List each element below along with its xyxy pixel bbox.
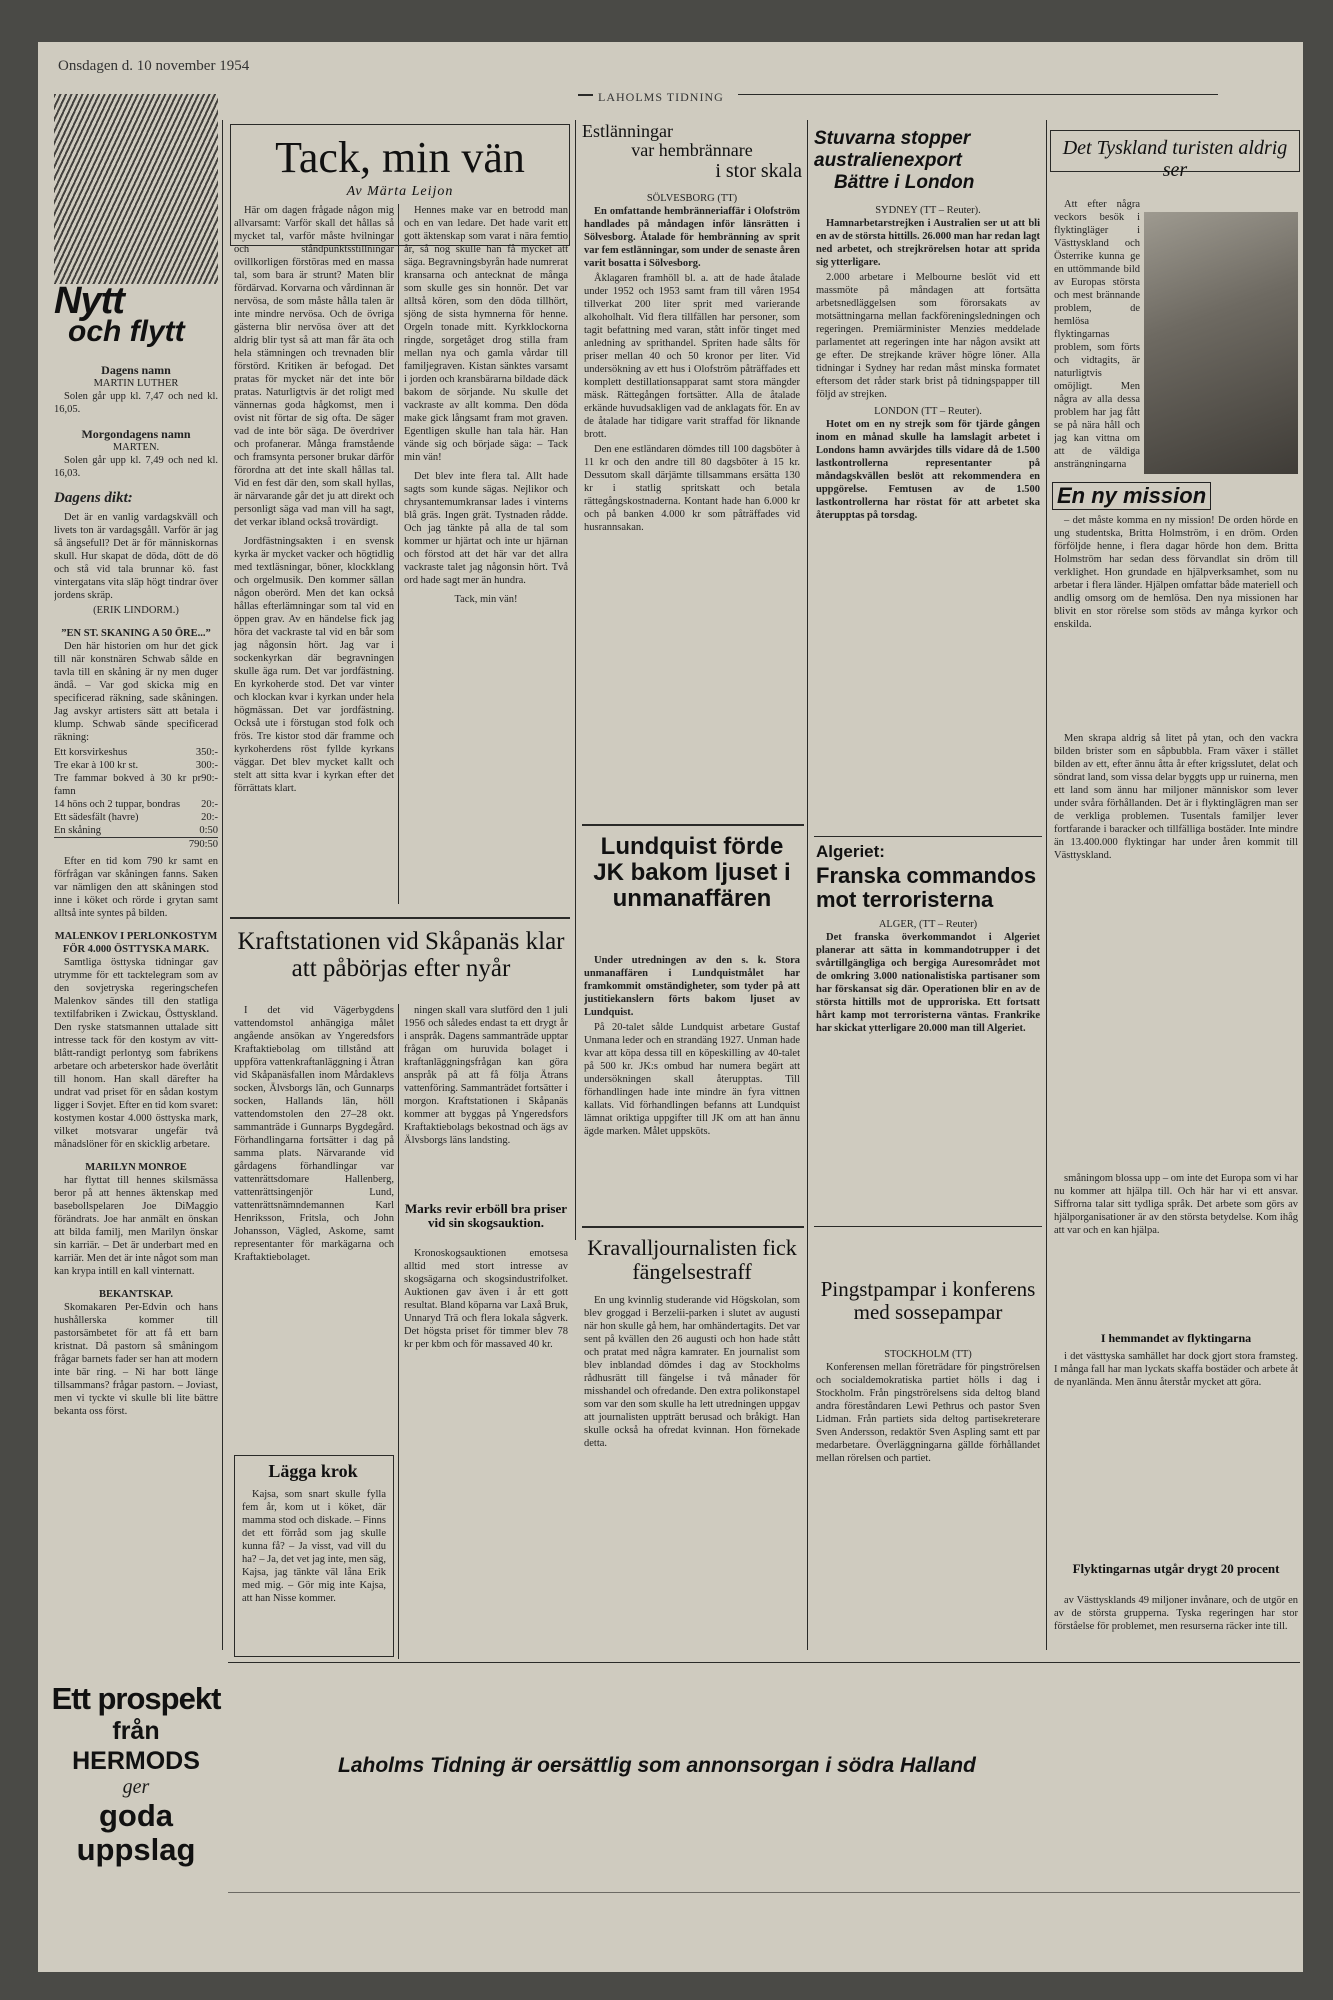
ad-line-4: goda uppslag xyxy=(76,1798,196,1867)
bill-item: Ett korsvirkeshus xyxy=(54,747,128,758)
kraft-col1-text: I det vid Vägerbygdens vattendomstol anhängiga målet angående ansökan av Yngeredsfors Kraftaktiebolag om tillstånd att uppföra vattenkraftanläggning i Ätran vid Skåpanäsfallen inom Mårdaklevs socken, Älvsborgs län, och Gunnarps socken, Hallands län, höll vattendomstolen den 27–28 okt. sammanträde i Gunnarps Bygdegård. Förhandlingarna fortsätter i dag på samma plats. Närvarande vid gårdagens förhandlingar var vattenrättsdomare Hallenberg, vattenrättsingenjör Lund, vattenrättsnämndemannen Karl Henriksson, Fritsla, och John Johansson, Vägled, Askome, samt representanter för markägarna och Kraftaktiebolaget. xyxy=(234,1005,394,1263)
fransk-headline: Franska commandos mot terroristerna xyxy=(816,863,1037,912)
malenkov-text: Samtliga östtyska tidningar gav utrymme för ett tacktelegram som av den sovjetryska regeringschefen Malenkov sändes till den statliga textilfabriken i Zwickau, Östtyskland. Den ryske statsmannen uttalade sitt intresse tack för den kostym av vitt-blått-randigt perlontyg som fabrikens arbetare och arbeterskor hade överlåtit till honom. Han skall därefter ha undrat vad priset för en sådan kostym ligger i Sovjet. Efter en tid kom svaret: kostymen kostar 4.000 östtyska mark, vilket motsvarar ungefär två månadslöner för en skicklig arbetare. xyxy=(54,957,218,1150)
tysk-text: Att efter några veckors besök i flyktingläger i Västtyskland och Österrike kunna ge en uttömmande bild av Europas största och mest brännande problem, de hemlösa flyktingarnas problem, som förts och vidtagits, är naturligtvis omöjligt. Men några av alla dessa problem har jag fått se på nära håll och jag kan vittna om att de väldiga ansträngningarna xyxy=(1054,199,1140,468)
bill-item: Tre fammar bokved à 30 kr pr famn xyxy=(54,773,202,797)
bill-list xyxy=(54,746,218,837)
bill-item: Tre ekar à 100 kr st. xyxy=(54,760,139,771)
dagens-dikt-label: Dagens dikt: xyxy=(54,490,133,506)
bill-item: Ett sädesfält (havre) xyxy=(54,812,139,823)
bill-row xyxy=(54,772,218,798)
estl-headline-l2: var hembrännare xyxy=(631,140,753,161)
marks-headline: Marks revir erböll bra priser vid sin skogsauktion. xyxy=(405,1201,567,1231)
estl-headline-l1: Estlänningar xyxy=(582,121,673,141)
bill-amount: 300:- xyxy=(195,760,218,771)
pingst-dateline: STOCKHOLM (TT) xyxy=(884,1349,972,1360)
dagens-namn-label: Dagens namn xyxy=(101,364,171,377)
stuv-headline-l1: Stuvarna stopper xyxy=(814,128,971,149)
bill-amount: 350:- xyxy=(195,747,218,758)
bill-amount: 20:- xyxy=(201,799,218,810)
newspaper-page xyxy=(38,42,1303,1972)
tack-headline: Tack, min vän xyxy=(275,133,525,182)
footer-slogan: Laholms Tidning är oersättlig som annonsorgan i södra Halland xyxy=(338,1754,976,1777)
estl-lead: En omfattande hembränneriaffär i Olofström handlades på måndagen inför länsrätten i Sölvesborg. Åtalade för hembränning av sprit var fem estlänningar, som under de senaste åren varit bosatta i Sölvesborg. xyxy=(584,206,800,269)
london-dateline: LONDON (TT – Reuter). xyxy=(874,406,982,417)
mission-text: – det måste komma en ny mission! De orden hörde en ung studentska, Britta Holmström, i en dröm. Orden förföljde henne, i flera dagar hörde hon dem. Britta Holmström har sedan dess förvandlat sin dröm till verklighet. Hon grundade en hjälpverksamhet, som nu arbetar i flera länder. Hjälpen omfattar både materiell och andlig omsorg om de hemlösa. Den nya missionen har blivit en stor rörelse som stöds av många kyrkor och enskilda. xyxy=(1054,515,1298,630)
stuv-headline xyxy=(814,128,1040,194)
skaning-end: Efter en tid kom 790 kr samt en förfrågan var skåningen fanns. Saken var nämligen den att skåningen stod inne i köket och rörde i grytan samt alltså inte syntes på bilden. xyxy=(54,856,218,919)
bill-row xyxy=(54,824,218,837)
bill-row xyxy=(54,746,218,759)
dagens-dikt: Det är en vanlig vardagskväll och livets ton är vardagsgåll. Varför är jag så ängsefull? Det är för människornas skull. Hur skapat de döda, dött de dö och stå vid tala brunnar kö. fast vintergatans vita släp högt tindrar över jordens skräp. xyxy=(54,512,218,601)
fransk-text: Det franska överkommandot i Algeriet planerar att sätta in kommandotrupper i det svårtillgängliga och bergiga Auresområdet mot de omkring 3.000 nationalistiska partisaner som har förskansat sig där. Operationen blir en av de största hittills mot de upproriska. Ett fortsatt hårt kamp mot terroristerna väntas. Frankrike har skickat ytterligare 20.000 man till Algeriet. xyxy=(816,932,1040,1034)
nytt-och-flytt-title xyxy=(54,280,218,349)
sun-times-tomorrow: Solen går upp kl. 7,49 och ned kl. 16,03. xyxy=(54,455,218,479)
bill-item: En skåning xyxy=(54,825,101,836)
morgondagens-namn-label: Morgondagens namn xyxy=(81,427,191,441)
hermods-ad xyxy=(50,1682,222,1867)
kraft-col2-text: ningen skall vara slutförd den 1 juli 1956 och således endast ta ett drygt år i anspråk. Dagens sammanträde upptar frågan om huruvida bolaget i kraftanläggningsfrågan kan göra anspråk på att få följa Ätrans vattenföring. Sammanträdet fortsätter i morgon. Kraftstationen i Skåpanäs kommer att byggas på Yngeredsfors Kraftaktiebolags bekostnad och ägs av Älvsborgs läns landsting. xyxy=(404,1005,568,1146)
kravall-text: En ung kvinnlig studerande vid Högskolan, som blev groggad i Berzelii-parken i slutet av augusti när hon skulle gå hem, har omhändertagits. Det var sent på kvällen den 26 augusti och hon hade stått och pratat med några kamrater. En journalist som blev inblandad dömdes i dag av Stockholms rådhusrätt till fängelse i två månader för misshandel och ofredande. Den extra polikonstapel som var den som skulle ha lett utredningen uppgav att journalisten uppträtt berusad och bråkigt. Han skulle också ha ofredat kvinnan. Hon förnekade detta. xyxy=(584,1295,800,1449)
tysk-text3: småningom blossa upp – om inte det Europa som vi har nu kommer att hjälpa till. Och här har vi ett ansvar. Siffrorna talar sitt tydliga språk. Det arbete som görs av hjälporganisationer är av den största betydelse. Kom ihåg att var och en kan hjälpa. xyxy=(1054,1173,1298,1236)
tack-col2b-text: Det blev inte flera tal. Allt hade sagts som kunde sägas. Nejlikor och chrysantemumkransar lades i vinterns blå gräs. Ingen grät. Tystnaden rådde. Och jag tänkte på alla de tal som kommer ur hjärtat och inte ur hjärnan och förstod att det här var det allra vackraste talet jag någonsin hört. Två ord hade sagt mer än hundra. xyxy=(404,471,568,586)
tysk-headline: Det Tyskland turisten aldrig ser xyxy=(1062,137,1288,181)
stuv-headline-l2: australienexport xyxy=(814,150,962,171)
prov-headline: Flyktingarnas utgår drygt 20 procent xyxy=(1072,1561,1280,1576)
lagga-krok-text: Kajsa, som snart skulle fylla fem år, kom ut i köket, där mamma stod och diskade. – Finns det ett förråd som jag skulle kunna få? – Ja visst, vad vill du ha? – Ja, det vet jag inte, men säg, Kajsa, jag tänkte väl låna Erik med mig. – Gör mig inte Kajsa, att han Nisse kommer. xyxy=(242,1489,386,1604)
britta-holmstrom-portrait xyxy=(1144,212,1298,474)
dikt-author: (ERIK LINDORM.) xyxy=(93,605,179,616)
tack-col2-text: Hennes make var en betrodd man och en van ledare. Det hade varit ett gott äktenskap som varat i nära femtio år, så nog skulle han få mycket att säga. Begravningsbyrån hade numrerat kransarna och antecknat de många som skulle ges sin honnör. Det var alltså kören, som den döda tillhört, sjöng de sista hymnerna för henne. Orgeln tonade mitt. Kyrkklockorna ringde, sorgetåget drog stilla fram mellan nya och gamla vårdar till familjegraven. Kistan sänktes varsamt i jorden och kransbärarna bildade däck bakom de sörjande. Nu skulle det vackraste av allt komma. Den döda make gick långsamt fram mot graven. Egentligen skulle han tala här. Han vände sig och började säga: – Tack min vän! xyxy=(404,205,568,463)
estl-text: Åklagaren framhöll bl. a. att de hade åtalade under 1952 och 1953 samt fram till våren 1954 tillverkat 200 liter sprit med varierande alkoholhalt. Vid flera tillfällen har personer, som tagit befattning med varan, stått inför tinget med anledning av sprithandel. Spriten hade sålts för priser mellan 40 och 50 kronor per liter. Vid undersökning av ett hus i Olofström påträffades ett komplett destillationsapparat samt stora mängder mäsk. Rättegången fortsätter. Alla de åtalade erkände huvudsakligen vad de anklagats för. En av de åtalade har tidigare varit straffad för liknande brott. xyxy=(584,273,800,440)
bekant-headline: BEKANTSKAP. xyxy=(98,1289,173,1300)
arbete-headline: I hemmandet av flyktingarna xyxy=(1100,1331,1252,1345)
paper-name: LAHOLMS TIDNING xyxy=(598,90,724,104)
bill-amount: 0:50 xyxy=(199,825,218,836)
marks-text: Kronoskogsauktionen emotsesa alltid med stort intresse av skogsägarna och skogsindustrifolket. Auktionen gav även i år ett gott resultat. Bland köparna var Laxå Bruk, Unnaryd Trä och flera lokala sågverk. Det högsta priset för timmer blev 78 kr per kbm och för massaved 40 kr. xyxy=(404,1248,568,1350)
tack-sign: Tack, min vän! xyxy=(454,594,518,605)
rooftop-woodcut-illustration xyxy=(54,94,218,284)
bill-amount: 90:- xyxy=(201,773,218,784)
marilyn-text: har flyttat till hennes skilsmässa beror på att hennes äktenskap med basebollspelaren Joe DiMaggio förändrats. Joe har anmält en önskan att bilda familj, men Marilyn önskar sin karriär. – Det är underbart med en karriär. Men det är inte något som man kan krypa intill en kall vinternatt. xyxy=(54,1175,218,1277)
prov-text: av Västtysklands 49 miljoner invånare, och de utgör en av de största grupperna. Tyska regeringen har stor förståelse för problemet, men resurserna räcker inte till. xyxy=(1054,1595,1298,1632)
mission-headline: En ny mission xyxy=(1052,482,1211,510)
stuv-lead: Hamnarbetarstrejken i Australien ser ut att bli en av de största hittills. 26.000 man har redan lagt ned arbetet, och strejkrörelsen hotar att sprida sig ytterligare. xyxy=(816,218,1040,268)
tack-col1b-text: Jordfästningsakten i en svensk kyrka är mycket vacker och högtidlig med textläsningar, böner, klockklang och orgelmusik. Den kommer sällan någon oberörd. Men det kan också hållas efterlämningar som tal vid en öppen grav. Av en händelse fick jag höra det vackraste tal vid en bår som jag någonsin hört. Jag var i sockenkyrkan där begravningen skulle äga rum. Det var jordfästning. En kyrkoherde stod. Det var vinter och klockan kvar i kyrkan under hela högmässan. Det var jordfästning. Också ute i förstugan stod folk och frös. Tre kistor stod där framme och kyrkoherdens röst fyllde kyrkans väggar. Det blev mycket kallt och stelt att sitta kvar i kyrkan efter det förrättats klart. xyxy=(234,536,394,794)
london-text: Hotet om en ny strejk som för tjärde gången inom en månad skulle ha lamslagit arbetet i Londons hamn avvärjdes tills vidare då de 1.500 lastkontrollerna representanter på måndagskvällen beslöt att rekommendera en uppgörelse. Femtusen av de 1.500 lastkontrollerna har röstat för att arbetet ska återupptas på torsdag. xyxy=(816,419,1040,521)
ad-line-2: från HERMODS xyxy=(72,1717,200,1775)
bill-total: 790:50 xyxy=(54,837,218,851)
bill-row xyxy=(54,759,218,772)
tack-byline: Av Märta Leijon xyxy=(346,184,454,199)
bill-row xyxy=(54,811,218,824)
issue-date: Onsdagen d. 10 november 1954 xyxy=(58,58,250,74)
tysk-text2: Men skrapa aldrig så litet på ytan, och den vackra bilden brister som en såpbubbla. Fram växer i stället bilden av ett, efter ännu åtta år efter krigsslutet, delat och söndrat land, som vissa delar byggts upp ur ruinerna, men ett land som ännu har miljoner människor som lever under svåra förhållanden. Det är i flyktinglägren man ser de verkliga problemen. Tusentals familjer lever fortfarande i baracker och tillfälliga bostäder. Inte mindre än 13.400.000 flyktingar har under åren kommit till Västtyskland. xyxy=(1054,733,1298,861)
malenkov-headline: MALENKOV I PERLONKOSTYM FÖR 4.000 ÖSTTYSKA MARK. xyxy=(54,931,218,955)
dagens-namn: MARTIN LUTHER xyxy=(93,378,179,389)
skaning-text: Den här historien om hur det gick till när konstnären Schwab sålde en tavla till en skåning är ny men duger ändå. – Var god skicka mig en specificerad räkning, sade skåningen. Jag avskyr artisters sätt att betala i klump. Schwab sände specificerad räkning: xyxy=(54,641,218,743)
estl-text2: Den ene estländaren dömdes till 100 dagsböter à 11 kr och den andre till 80 dagsböter à 15 kr. Dessutom skall därjämte tillsammans ersätta 130 kr i statlig spritskatt och betala rättegångskostnaderna. Kontant hade han 6.000 kr och på banken 4.000 kr som påträffades vid husrannsakan. xyxy=(584,444,800,533)
arbete-text: i det västtyska samhället har dock gjort stora framsteg. I många fall har man lyckats skaffa bostäder och arbete åt de nyanlända. Men ännu återstår mycket att göra. xyxy=(1054,1351,1298,1388)
lund-headline: Lundquist förde JK bakom ljuset i unmanaffären xyxy=(593,833,791,912)
kravall-headline: Kravalljournalisten fick fängelsestraff xyxy=(587,1235,797,1284)
stuv-dateline: SYDNEY (TT – Reuter). xyxy=(875,205,981,216)
estl-dateline: SÖLVESBORG (TT) xyxy=(646,193,738,204)
title-nytt: Nytt xyxy=(54,280,124,322)
stuv-text: 2.000 arbetare i Melbourne beslöt vid ett massmöte på måndagen att fortsätta arbetsnedläggelsen som förorsakats av motsättningarna mellan fackföreningsledningen och regeringen. Premiärminister Menzies meddelade parlamentet att regeringen inte har någon avsikt att ge efter. De strejkande kräver högre löner. Alla tidningar i Sydney har redan måst minska formatet eftersom det råder stark brist på tidningspapper till följd av strejken. xyxy=(816,272,1040,400)
lund-text: På 20-talet sålde Lundquist arbetare Gustaf Unmana leder och en strandäng 1927. Unman hade kvar att köpa dessa till en köpeskilling av 40-talet på 500 kr. JK:s ombud har numera begärt att undersökningen skall återupptas. Till förhandlingen hade inte mindre än fyra vittnen kallats. Vid förhandlingen befanns att Lundquist lämnat oriktiga uppgifter till JK om att han ännu ägde marken. Målet uppsköts. xyxy=(584,1022,800,1137)
bill-amount: 20:- xyxy=(201,812,218,823)
sun-times-today: Solen går upp kl. 7,47 och ned kl. 16,05. xyxy=(54,391,218,415)
estl-headline-l3: i stor skala xyxy=(715,159,802,182)
skaning-headline: ”EN ST. SKANING A 50 ÖRE...” xyxy=(61,628,211,639)
ad-line-1: Ett prospekt xyxy=(51,1681,221,1716)
kraft-headline: Kraftstationen vid Skåpanäs klar att påbörjas efter nyår xyxy=(237,928,565,982)
bill-item: 14 höns och 2 tuppar, bondras xyxy=(54,799,181,810)
title-och-flytt: och flytt xyxy=(68,315,185,348)
lund-lead: Under utredningen av den s. k. Stora unmanaffären i Lundquistmålet har framkommit omständigheter, som tyder på att justitiekanslern förts bakom ljuset av Lundquist. xyxy=(584,955,800,1018)
tack-col1-text: Här om dagen frågade någon mig allvarsamt: Varför skall det hållas så mycket tal, varför måste hvilningar och ståndpunktsstillningar ovillkorligen förstöras med en massa tal, som bara är strunt? Maten blir fördärvad. Korvarna och vårdinnan är nervösa, de som måste hålla talen är inte mindre nervösa. Och de övriga gästerna blir nervösa över att det aldrig blir tyst så att man får äta och hela stämningen och trevnaden blir förstörd. Kritiken är befogad. Det pratas för mycket när det inte bör pratas. Naturligtvis är det roligt med vännernas goda hågkomst, men i ovist nit förtar de sig ofta. De säger vad de inte bör säga. De överdriver och profanerar. Många framstående och framsynta personer brukar därför förordna att det inte skall hållas tal. Vid en fest där den, som skall hyllas, är närvarande går det ju att direkt och personligt säga vad man vill ha sagt, det verkar ibland också trovärdigt. xyxy=(234,205,394,528)
lagga-krok-headline: Lägga krok xyxy=(268,1461,358,1481)
estl-headline xyxy=(582,122,802,182)
stuv-headline-l3: Bättre i London xyxy=(834,172,975,193)
pingst-text: Konferensen mellan företrädare för pingströrelsen och socialdemokratiska partiet hölls i dag i Stockholm. Från pingströrelsens sida deltog bland andra föreståndaren Lewi Pethrus och pastor Sven Lidman. Från partiets sida deltog partisekreterare Sven Andersson, redaktör Sven Aspling samt ett par medarbetare. Överläggningarna gällde förhållandet mellan rörelsen och partiet. xyxy=(816,1362,1040,1464)
algeriet-label: Algeriet: xyxy=(816,842,885,861)
morgondagens-namn: MARTEN. xyxy=(112,442,160,453)
ad-line-3: ger xyxy=(122,1776,150,1798)
marilyn-headline: MARILYN MONROE xyxy=(85,1162,187,1173)
pingst-headline: Pingstpampar i konferens med sossepampar xyxy=(820,1277,1036,1324)
bill-row xyxy=(54,798,218,811)
bekant-text: Skomakaren Per-Edvin och hans hushållerska kommer till pastorsämbetet för att få ett barn kristnat. Då pastorn så småningom frågar barnets fader ser han att modern inte bär ring. – Ni har bott länge tillsammans? frågar pastorn. – Joviast, men vi tyckte vi skulle bli lite bättre bekanta oss först. xyxy=(54,1302,218,1417)
fransk-dateline: ALGER, (TT – Reuter) xyxy=(878,919,978,930)
